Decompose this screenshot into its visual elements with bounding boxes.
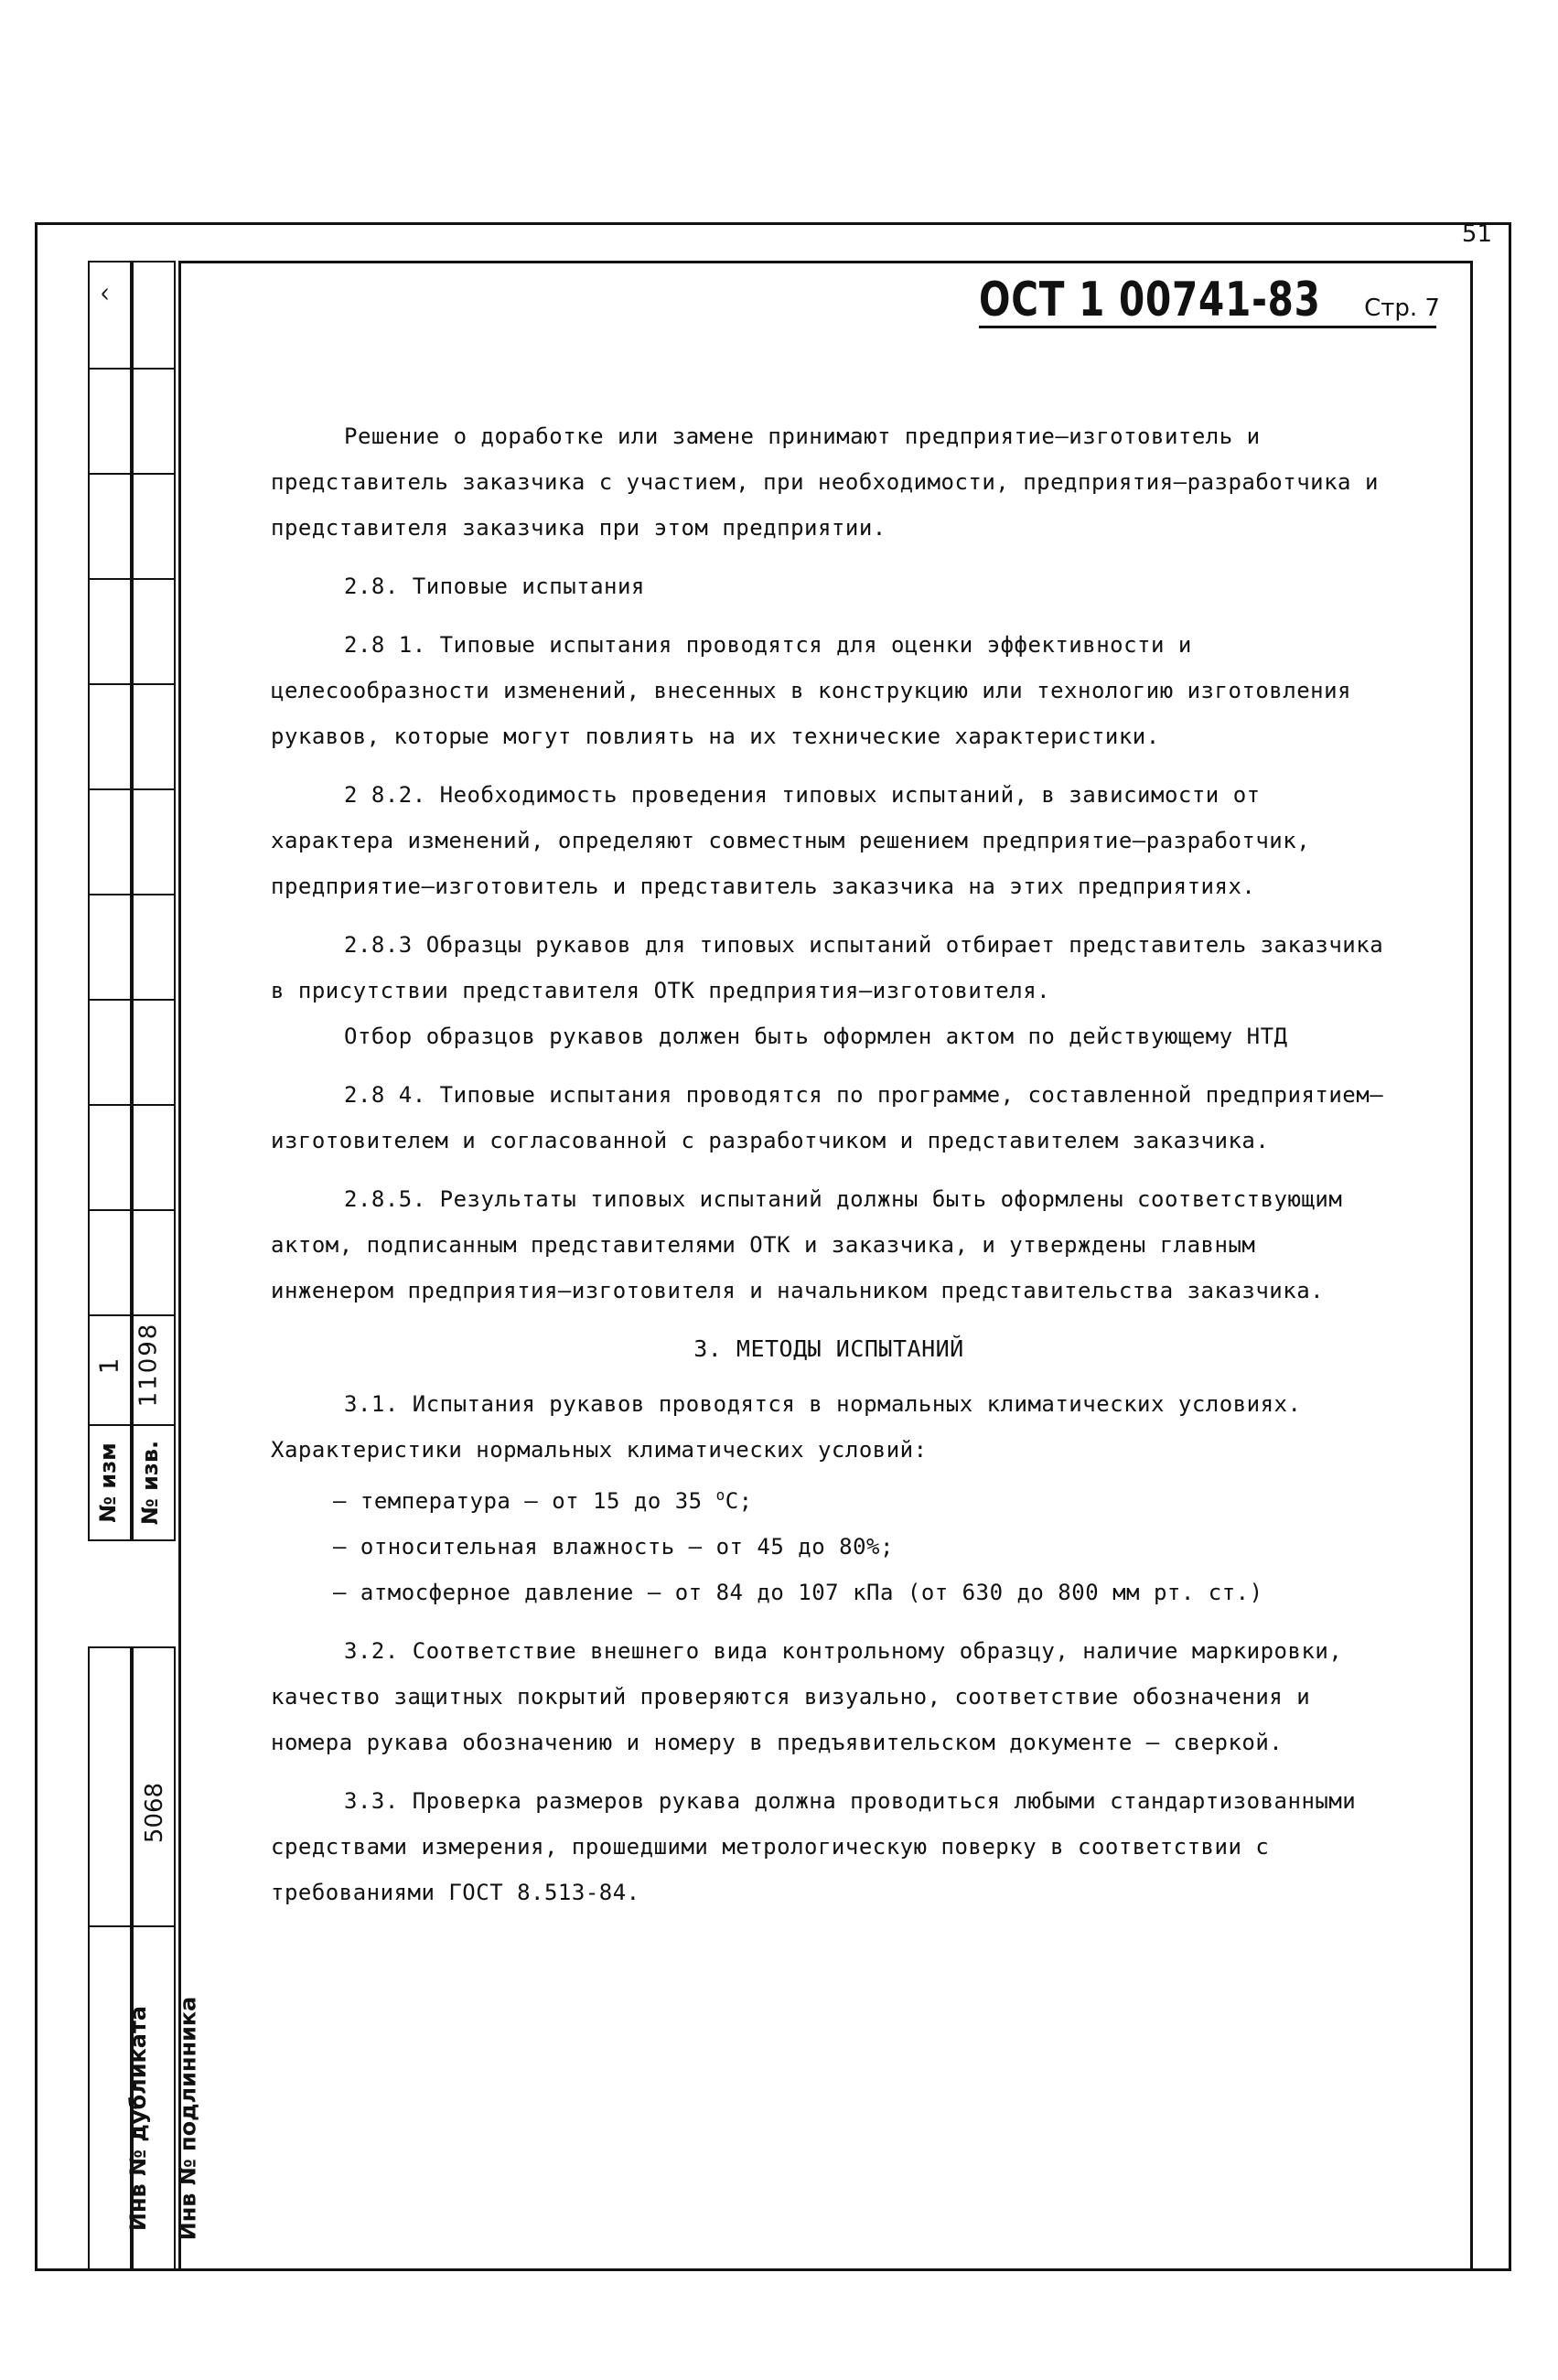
change-number-value: 1 <box>93 1357 124 1375</box>
paragraph: 3.1. Испытания рукавов проводятся в нормальных климатических условиях. <box>344 1391 1302 1417</box>
paragraph: 2.8 1. Типовые испытания проводятся для оценки эффективности и целесообразности изменений, внесенных в конструкцию или технологию изготовления рукавов, которые могут повлиять на их технические характеристики. <box>271 632 1351 749</box>
sheet-label: Стр. 7 <box>1364 295 1440 322</box>
paragraph: 3.3. Проверка размеров рукава должна проводиться любыми стандартизованными средствами измерения, прошедшими метрологическую поверку в соответствии с требованиями ГОСТ 8.513-84. <box>271 1788 1357 1905</box>
paragraph: 2.8.5. Результаты типовых испытаний должны быть оформлены соответствующим актом, подписанным представителями ОТК и заказчика, и утверждены главным инженером предприятия–изготовителя и начальником представительства заказчика. <box>271 1186 1343 1303</box>
page-number: 51 <box>1461 220 1492 248</box>
list-item-text: С; <box>725 1488 753 1514</box>
list-item-text: – температура – от 15 до 35 <box>333 1488 716 1514</box>
paragraph: 2 8.2. Необходимость проведения типовых испытаний, в зависимости от характера изменений, определяют совместным решением предприятие–разработчик, предприятие–изготовитель и представитель заказчика на этих предприятиях. <box>271 782 1311 899</box>
document-body <box>271 413 1387 1928</box>
list-item <box>271 1473 1387 1524</box>
original-inventory-value: 5068 <box>141 1782 169 1844</box>
inventory-column-outer <box>88 1646 152 2271</box>
corner-mark: ^ <box>99 285 123 303</box>
original-inventory-label: Инв № подлинника <box>175 1996 201 2241</box>
revision-column-inner <box>132 261 176 1541</box>
notice-number-value: 11098 <box>134 1322 163 1408</box>
list-item: – атмосферное давление – от 84 до 107 кПа (от 630 до 800 мм рт. ст.) <box>333 1580 1263 1605</box>
notice-number-label: № изв. <box>137 1440 164 1526</box>
revision-column-outer <box>88 261 132 1541</box>
degree-mark: о <box>715 1486 725 1504</box>
paragraph: Отбор образцов рукавов должен быть оформлен актом по действующему НТД <box>344 1024 1288 1049</box>
paragraph: 2.8 4. Типовые испытания проводятся по программе, составленной предприятием–изготовителем и согласованной с разработчиком и представителем заказчика. <box>271 1082 1384 1153</box>
paragraph: 3.2. Соответствие внешнего вида контрольному образцу, наличие маркировки, качество защитных покрытий проверяются визуально, соответствие обозначения и номера рукава обозначению и номеру в предъявительском документе – сверкой. <box>271 1638 1343 1755</box>
paragraph: Характеристики нормальных климатических условий: <box>271 1437 928 1463</box>
subsection-heading: 2.8. Типовые испытания <box>344 574 645 599</box>
list-item: – относительная влажность – от 45 до 80%; <box>333 1534 894 1560</box>
paragraph: 2.8.3 Образцы рукавов для типовых испытаний отбирает представитель заказчика в присутствии представителя ОТК предприятия–изготовителя. <box>271 932 1384 1003</box>
change-number-label: № изм <box>94 1442 121 1523</box>
document-header <box>979 273 1440 328</box>
section-title: 3. МЕТОДЫ ИСПЫТАНИЙ <box>693 1335 964 1362</box>
inventory-column-inner <box>132 1646 201 2271</box>
duplicate-inventory-label: Инв № дубликата <box>125 2005 152 2232</box>
document-code: ОСТ 1 00741-83 <box>979 273 1321 327</box>
paragraph: Решение о доработке или замене принимают предприятие–изготовитель и представитель заказчика с участием, при необходимости, предприятия–разработчика и представителя заказчика при этом предприятии. <box>271 423 1379 541</box>
